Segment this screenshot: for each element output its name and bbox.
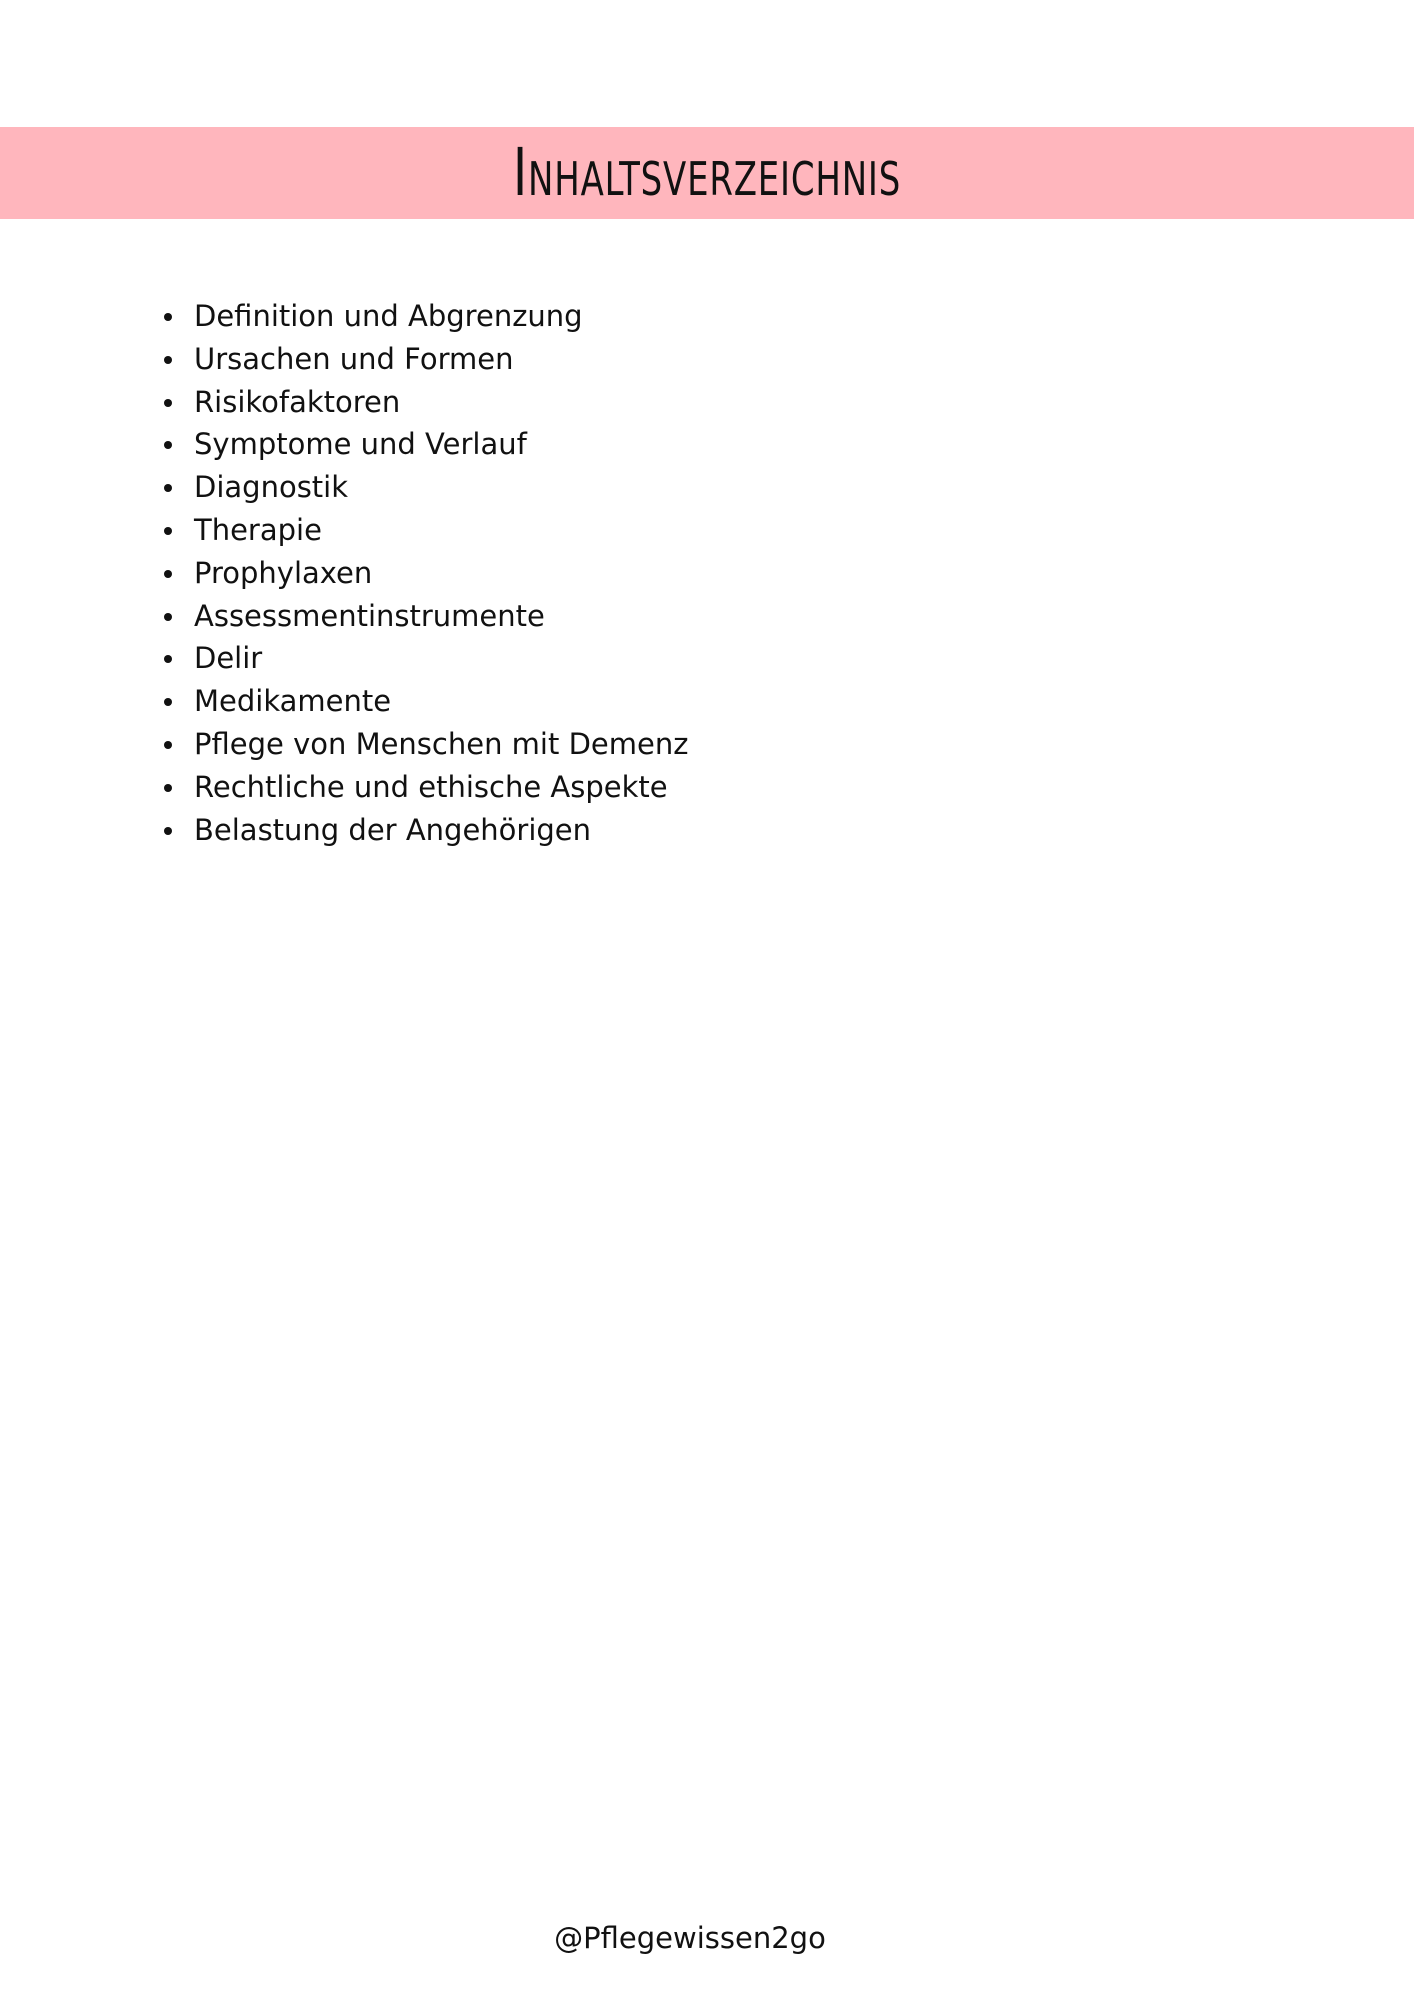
bullet-icon bbox=[164, 613, 172, 621]
list-item-label: Belastung der Angehörigen bbox=[194, 812, 592, 847]
footer-social-handle: @Pflegewissen2go bbox=[554, 1921, 826, 1955]
bullet-icon bbox=[164, 827, 172, 835]
list-item bbox=[194, 423, 688, 466]
list-item-label: Medikamente bbox=[194, 684, 392, 719]
list-item bbox=[194, 552, 688, 595]
title-band bbox=[0, 127, 1414, 219]
list-item bbox=[194, 595, 688, 638]
bullet-icon bbox=[164, 484, 172, 492]
bullet-icon bbox=[164, 441, 172, 449]
list-item bbox=[194, 338, 688, 381]
list-item-label: Prophylaxen bbox=[194, 555, 373, 590]
bullet-icon bbox=[164, 399, 172, 407]
list-item-label: Definition und Abgrenzung bbox=[194, 299, 583, 333]
list-item bbox=[194, 509, 688, 552]
list-item-label: Pflege von Menschen mit Demenz bbox=[194, 726, 689, 761]
table-of-contents-list bbox=[158, 295, 688, 851]
list-item-label: Rechtliche und ethische Aspekte bbox=[194, 769, 668, 804]
bullet-icon bbox=[164, 570, 172, 578]
list-item-label: Risikofaktoren bbox=[194, 384, 401, 419]
list-item bbox=[194, 809, 688, 852]
bullet-icon bbox=[164, 527, 172, 535]
list-item bbox=[194, 637, 688, 680]
bullet-icon bbox=[164, 313, 172, 321]
bullet-icon bbox=[164, 356, 172, 364]
list-item-label: Symptome und Verlauf bbox=[194, 427, 527, 462]
list-item bbox=[194, 381, 688, 424]
list-item bbox=[194, 723, 688, 766]
list-item-label: Assessmentinstrumente bbox=[194, 598, 545, 633]
list-item bbox=[194, 680, 688, 723]
bullet-icon bbox=[164, 655, 172, 663]
bullet-icon bbox=[164, 698, 172, 706]
page-title: Inhaltsverzeichnis bbox=[512, 134, 902, 211]
list-item-label: Delir bbox=[194, 641, 263, 676]
list-item-label: Therapie bbox=[194, 512, 322, 547]
list-item bbox=[194, 466, 688, 509]
list-item bbox=[194, 295, 688, 338]
bullet-icon bbox=[164, 741, 172, 749]
bullet-icon bbox=[164, 784, 172, 792]
list-item-label: Ursachen und Formen bbox=[194, 341, 514, 376]
list-item-label: Diagnostik bbox=[194, 470, 349, 505]
list-item bbox=[194, 766, 688, 809]
